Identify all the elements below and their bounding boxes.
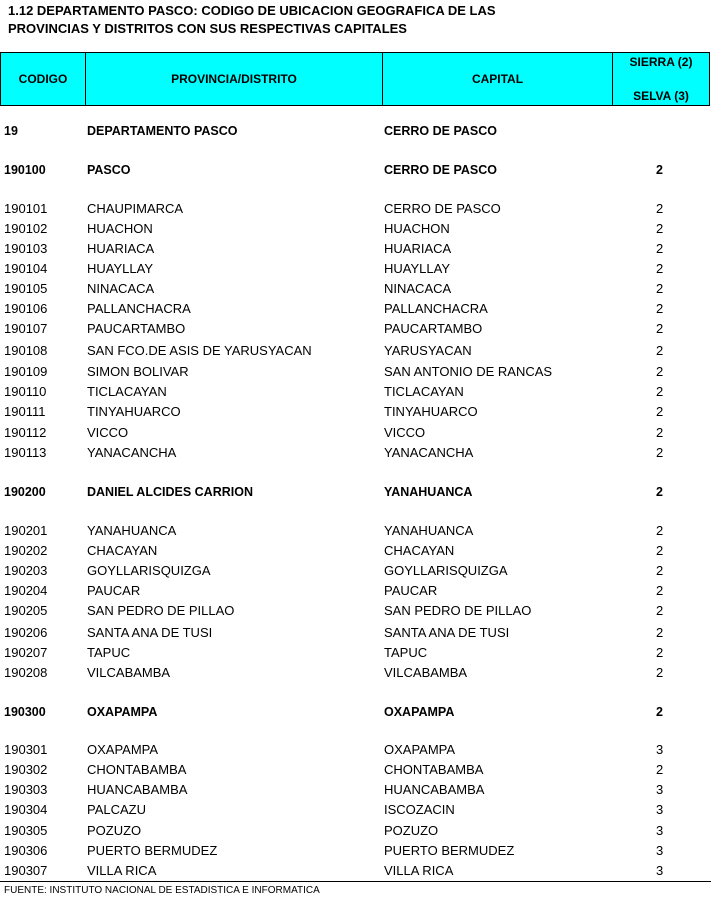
row-region: 2 <box>656 583 664 598</box>
header-region <box>613 53 709 105</box>
row-region: 2 <box>656 563 664 578</box>
row-code: 190204 <box>4 583 48 598</box>
row-region: 2 <box>656 404 664 419</box>
table-row <box>0 541 711 561</box>
row-region: 3 <box>656 782 664 797</box>
row-code: 190304 <box>4 802 48 817</box>
table-row <box>0 643 711 663</box>
table-row <box>0 821 711 841</box>
table-header <box>0 52 710 106</box>
row-code: 19 <box>4 124 18 138</box>
row-name: DEPARTAMENTO PASCO <box>87 124 238 138</box>
table-row <box>0 561 711 581</box>
row-capital: VILLA RICA <box>384 863 454 878</box>
row-capital: CERRO DE PASCO <box>384 201 501 216</box>
header-capital: CAPITAL <box>383 53 613 105</box>
row-capital: SAN ANTONIO DE RANCAS <box>384 364 553 379</box>
row-name: VICCO <box>87 425 129 440</box>
row-code: 190302 <box>4 762 48 777</box>
table-row <box>0 341 711 361</box>
header-provincia-distrito: PROVINCIA/DISTRITO <box>86 53 383 105</box>
row-code: 190105 <box>4 281 48 296</box>
row-region: 3 <box>656 823 664 838</box>
row-name: PUERTO BERMUDEZ <box>87 843 218 858</box>
row-code: 190108 <box>4 343 48 358</box>
table-row <box>0 219 711 239</box>
row-name: HUACHON <box>87 221 153 236</box>
table-row <box>0 402 711 422</box>
row-name: SANTA ANA DE TUSI <box>87 625 213 640</box>
table-row <box>0 319 711 339</box>
row-code: 190113 <box>4 445 47 460</box>
row-region: 2 <box>656 625 664 640</box>
row-region: 2 <box>656 364 664 379</box>
row-name: GOYLLARISQUIZGA <box>87 563 211 578</box>
row-code: 190206 <box>4 625 48 640</box>
row-region: 2 <box>656 543 664 558</box>
row-name: HUANCABAMBA <box>87 782 188 797</box>
table-row <box>0 279 711 299</box>
title-line-1: 1.12 DEPARTAMENTO PASCO: CODIGO DE UBICACION GEOGRAFICA DE LAS <box>8 3 496 18</box>
row-region: 2 <box>656 321 664 336</box>
row-code: 190305 <box>4 823 48 838</box>
row-code: 190100 <box>4 163 46 177</box>
row-capital: YANAHUANCA <box>384 485 473 499</box>
row-capital: CERRO DE PASCO <box>384 124 497 138</box>
row-code: 190104 <box>4 261 48 276</box>
row-region: 3 <box>656 802 664 817</box>
row-capital: ISCOZACIN <box>384 802 455 817</box>
row-name: SAN FCO.DE ASIS DE YARUSYACAN <box>87 343 312 358</box>
header-sierra: SIERRA (2) <box>629 55 693 69</box>
row-name: SAN PEDRO DE PILLAO <box>87 603 235 618</box>
row-code: 190112 <box>4 425 47 440</box>
row-capital: OXAPAMPA <box>384 705 455 719</box>
row-name: TAPUC <box>87 645 131 660</box>
row-name: VILLA RICA <box>87 863 157 878</box>
row-capital: HUACHON <box>384 221 450 236</box>
table-row <box>0 483 711 503</box>
row-capital: PALLANCHACRA <box>384 301 488 316</box>
row-capital: HUANCABAMBA <box>384 782 485 797</box>
row-region: 3 <box>656 863 664 878</box>
row-capital: SANTA ANA DE TUSI <box>384 625 510 640</box>
row-code: 190200 <box>4 485 46 499</box>
row-capital: VICCO <box>384 425 426 440</box>
row-name: SIMON BOLIVAR <box>87 364 189 379</box>
row-capital: SAN PEDRO DE PILLAO <box>384 603 532 618</box>
row-name: OXAPAMPA <box>87 742 159 757</box>
row-capital: TAPUC <box>384 645 428 660</box>
row-name: TINYAHUARCO <box>87 404 181 419</box>
row-name: HUAYLLAY <box>87 261 153 276</box>
row-code: 190106 <box>4 301 48 316</box>
table-row <box>0 423 711 443</box>
table-row <box>0 601 711 621</box>
row-name: TICLACAYAN <box>87 384 167 399</box>
table-row <box>0 161 711 181</box>
table-row <box>0 521 711 541</box>
row-capital: TICLACAYAN <box>384 384 464 399</box>
row-name: POZUZO <box>87 823 142 838</box>
bottom-divider <box>0 881 711 882</box>
table-row <box>0 760 711 780</box>
row-region: 2 <box>656 645 664 660</box>
row-code: 190202 <box>4 543 48 558</box>
row-code: 190307 <box>4 863 48 878</box>
row-code: 190207 <box>4 645 48 660</box>
row-region: 2 <box>656 665 664 680</box>
row-code: 190103 <box>4 241 48 256</box>
row-code: 190301 <box>4 742 48 757</box>
row-code: 190306 <box>4 843 48 858</box>
row-region: 2 <box>656 281 664 296</box>
row-code: 190205 <box>4 603 48 618</box>
row-name: PAUCARTAMBO <box>87 321 186 336</box>
row-name: CHAUPIMARCA <box>87 201 184 216</box>
row-name: NINACACA <box>87 281 155 296</box>
row-capital: PUERTO BERMUDEZ <box>384 843 515 858</box>
row-code: 190201 <box>4 523 48 538</box>
row-capital: YARUSYACAN <box>384 343 472 358</box>
row-region: 2 <box>656 705 663 719</box>
table-row <box>0 382 711 402</box>
row-code: 190203 <box>4 563 48 578</box>
row-region: 2 <box>656 343 664 358</box>
document-title <box>8 2 496 38</box>
table-row <box>0 239 711 259</box>
row-code: 190102 <box>4 221 48 236</box>
table-row <box>0 703 711 723</box>
header-codigo: CODIGO <box>1 53 86 105</box>
row-region: 3 <box>656 742 664 757</box>
row-region: 2 <box>656 384 664 399</box>
row-region: 2 <box>656 221 664 236</box>
row-name: VILCABAMBA <box>87 665 171 680</box>
row-region: 3 <box>656 843 664 858</box>
row-region: 2 <box>656 425 664 440</box>
row-name: PASCO <box>87 163 131 177</box>
row-name: PALLANCHACRA <box>87 301 191 316</box>
row-name: YANAHUANCA <box>87 523 177 538</box>
table-row <box>0 299 711 319</box>
row-region: 2 <box>656 523 664 538</box>
row-capital: CHONTABAMBA <box>384 762 484 777</box>
row-name: CHONTABAMBA <box>87 762 187 777</box>
table-row <box>0 780 711 800</box>
row-code: 190107 <box>4 321 48 336</box>
row-capital: TINYAHUARCO <box>384 404 478 419</box>
row-capital: NINACACA <box>384 281 452 296</box>
row-code: 190303 <box>4 782 48 797</box>
table-row <box>0 122 711 142</box>
row-capital: VILCABAMBA <box>384 665 468 680</box>
row-region: 2 <box>656 201 664 216</box>
table-row <box>0 861 711 881</box>
row-region: 2 <box>656 163 663 177</box>
row-capital: POZUZO <box>384 823 439 838</box>
table-row <box>0 663 711 683</box>
row-region: 2 <box>656 301 664 316</box>
row-name: PAUCAR <box>87 583 141 598</box>
source-note: FUENTE: INSTITUTO NACIONAL DE ESTADISTICA E INFORMATICA <box>4 885 320 896</box>
row-code: 190109 <box>4 364 48 379</box>
row-region: 2 <box>656 603 664 618</box>
table-row <box>0 841 711 861</box>
row-capital: HUAYLLAY <box>384 261 450 276</box>
table-row <box>0 800 711 820</box>
table-row <box>0 581 711 601</box>
row-region: 2 <box>656 445 664 460</box>
row-capital: YANAHUANCA <box>384 523 474 538</box>
row-capital: CERRO DE PASCO <box>384 163 497 177</box>
table-row <box>0 740 711 760</box>
table-row <box>0 362 711 382</box>
row-name: CHACAYAN <box>87 543 158 558</box>
row-capital: CHACAYAN <box>384 543 455 558</box>
row-code: 190101 <box>4 201 48 216</box>
row-capital: YANACANCHA <box>384 445 474 460</box>
row-name: HUARIACA <box>87 241 155 256</box>
row-name: OXAPAMPA <box>87 705 158 719</box>
table-row <box>0 443 711 463</box>
row-code: 190110 <box>4 384 47 399</box>
row-capital: HUARIACA <box>384 241 452 256</box>
row-region: 2 <box>656 485 663 499</box>
row-capital: OXAPAMPA <box>384 742 456 757</box>
header-selva: SELVA (3) <box>633 89 689 103</box>
row-code: 190300 <box>4 705 46 719</box>
row-name: DANIEL ALCIDES CARRION <box>87 485 253 499</box>
row-capital: GOYLLARISQUIZGA <box>384 563 508 578</box>
row-name: PALCAZU <box>87 802 146 817</box>
row-capital: PAUCARTAMBO <box>384 321 483 336</box>
title-line-2: PROVINCIAS Y DISTRITOS CON SUS RESPECTIVAS CAPITALES <box>8 21 407 36</box>
row-code: 190208 <box>4 665 48 680</box>
row-code: 190111 <box>4 404 46 419</box>
row-region: 2 <box>656 762 664 777</box>
table-row <box>0 199 711 219</box>
table-row <box>0 259 711 279</box>
row-region: 2 <box>656 261 664 276</box>
table-row <box>0 623 711 643</box>
row-capital: PAUCAR <box>384 583 438 598</box>
row-name: YANACANCHA <box>87 445 177 460</box>
row-region: 2 <box>656 241 664 256</box>
